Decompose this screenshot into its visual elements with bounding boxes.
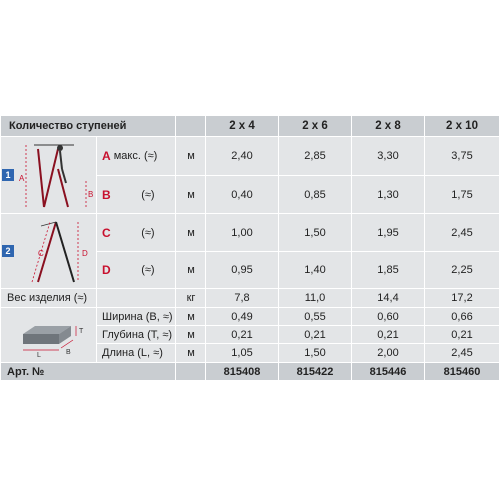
column-header: 2 x 6 (302, 120, 328, 132)
row-label: (≈) (141, 264, 155, 276)
value-cell: 0,60 (377, 310, 399, 323)
unit: м (187, 188, 195, 201)
value-cell: 0,40 (231, 188, 253, 201)
figure-label-t: T (79, 328, 84, 335)
value-cell: 1,95 (377, 226, 399, 239)
ladder-spec-table (1, 116, 499, 380)
row-label: Глубина (T, ≈) (102, 328, 173, 341)
value-cell: 17,2 (451, 292, 473, 304)
value-cell: 0,55 (304, 310, 326, 323)
row-letter: D (102, 263, 111, 277)
value-cell: 2,40 (231, 150, 253, 162)
value-cell: 0,21 (304, 328, 326, 341)
column-header: 2 x 8 (375, 120, 401, 132)
row-label: Арт. № (7, 365, 45, 378)
unit: м (187, 328, 195, 341)
value-cell: 3,75 (451, 150, 473, 162)
article-number: 815460 (443, 365, 481, 378)
value-cell: 3,30 (377, 150, 399, 162)
value-cell: 2,25 (451, 264, 473, 276)
value-cell: 1,50 (304, 347, 326, 359)
value-cell: 1,05 (231, 347, 253, 359)
figure-label-a: A (19, 174, 25, 183)
unit: м (187, 226, 195, 239)
value-cell: 2,85 (304, 150, 326, 162)
row-label: Длина (L, ≈) (102, 347, 163, 359)
value-cell: 0,66 (451, 310, 473, 323)
header-title: Количество ступеней (9, 120, 127, 132)
row-letter: A (102, 149, 111, 163)
row-label: (≈) (141, 226, 155, 239)
value-cell: 1,00 (231, 226, 253, 239)
value-cell: 2,45 (451, 226, 473, 239)
value-cell: 14,4 (377, 292, 399, 304)
figure-label-b: B (88, 190, 94, 199)
value-cell: 0,95 (231, 264, 253, 276)
row-letter: B (102, 187, 111, 202)
article-number: 815446 (369, 365, 407, 378)
value-cell: 1,85 (377, 264, 399, 276)
value-cell: 11,0 (304, 292, 326, 304)
unit: м (187, 310, 195, 323)
row-label: Ширина (B, ≈) (102, 310, 173, 323)
row-label: (≈) (141, 188, 155, 201)
article-number: 815408 (223, 365, 261, 378)
row-letter: C (102, 225, 111, 240)
article-number: 815422 (296, 365, 334, 378)
value-cell: 0,49 (231, 310, 253, 323)
value-cell: 7,8 (234, 292, 250, 304)
row-label: макс. (≈) (113, 150, 158, 162)
column-header: 2 x 4 (229, 120, 255, 132)
figure-label-d: D (82, 249, 88, 258)
unit: м (187, 264, 195, 276)
figure-label-l: L (37, 352, 41, 358)
value-cell: 1,30 (377, 188, 399, 201)
value-cell: 0,21 (231, 328, 253, 341)
row-label: Вес изделия (≈) (7, 292, 88, 304)
unit: м (187, 347, 195, 359)
figure-label-b: B (66, 349, 71, 356)
section-badge: 2 (2, 245, 14, 257)
value-cell: 1,75 (451, 188, 473, 201)
value-cell: 1,40 (304, 264, 326, 276)
value-cell: 2,45 (451, 347, 473, 359)
unit: м (187, 150, 195, 162)
value-cell: 1,50 (304, 226, 326, 239)
value-cell: 0,85 (304, 188, 326, 201)
value-cell: 0,21 (451, 328, 473, 341)
value-cell: 0,21 (377, 328, 399, 341)
unit: кг (186, 292, 196, 304)
value-cell: 2,00 (377, 347, 399, 359)
column-header: 2 x 10 (446, 120, 478, 132)
section-badge: 1 (2, 169, 14, 181)
figure-label-c: C (38, 249, 44, 258)
